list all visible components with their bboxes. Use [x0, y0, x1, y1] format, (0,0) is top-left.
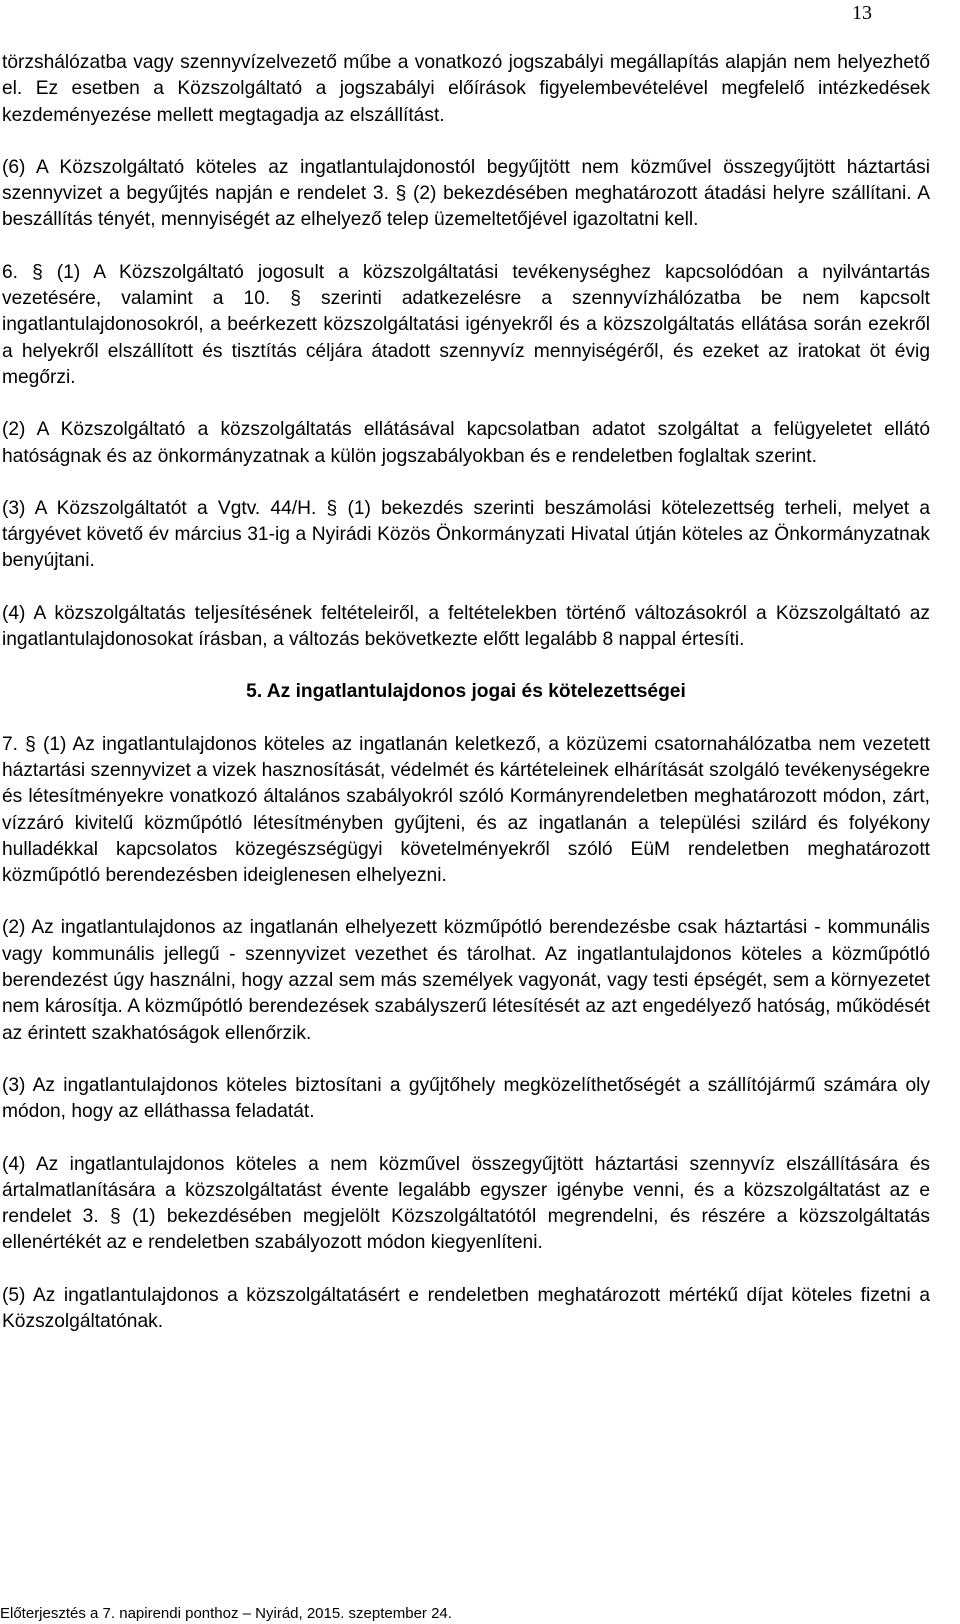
section-heading: 5. Az ingatlantulajdonos jogai és kötelezettségei	[246, 681, 686, 703]
page-number: 13	[852, 2, 872, 24]
page-footer: Előterjesztés a 7. napirendi ponthoz – Nyirád, 2015. szeptember 24.	[0, 1605, 452, 1622]
paragraph: (2) Az ingatlantulajdonos az ingatlanán elhelyezett közműpótló berendezésbe csak háztartási - kommunális vagy kommunális jellegű - szennyvizet vezethet és tárolhat. Az ingatlantulajdonos köteles a közműpótló berendezést úgy használni, hogy azzal sem más személyek vagyonát, vagy testi épségét, sem a környezetet nem károsítja. A közműpótló berendezések szabályszerű létesítését az azt engedélyező hatóság, működését az érintett szakhatóságok ellenőrzik.	[2, 917, 930, 1044]
paragraph: 6. § (1) A Közszolgáltató jogosult a közszolgáltatási tevékenységhez kapcsolódóan a nyilvántartás vezetésére, valamint a 10. § szerinti adatkezelésre a szennyvízhálózatba be nem kapcsolt ingatlantulajdonosokról, a beérkezett közszolgáltatási igényekről és a közszolgáltatás ellátása során ezekről a helyekről elszállított és tisztítás céljára átadott szennyvíz mennyiségéről, és ezeket az iratokat öt évig megőrzi.	[2, 261, 930, 388]
paragraph: (3) A Közszolgáltatót a Vgtv. 44/H. § (1) bekezdés szerinti beszámolási kötelezettség terheli, melyet a tárgyévet követő év március 31-ig a Nyirádi Közös Önkormányzati Hivatal útján köteles az Önkormányzatnak benyújtani.	[2, 497, 930, 572]
paragraph: (4) Az ingatlantulajdonos köteles a nem közművel összegyűjtött háztartási szennyvíz elszállítására és ártalmatlanítására a közszolgáltatást évente legalább egyszer igénybe venni, és a közszolgáltatást az e rendelet 3. § (1) bekezdésében megjelölt Közszolgáltatótól megrendelni, és részére a közszolgáltatás ellenértékét az e rendeletben szabályozott módon kiegyenlíteni.	[2, 1153, 930, 1254]
paragraph: (5) Az ingatlantulajdonos a közszolgáltatásért e rendeletben meghatározott mértékű díjat köteles fizetni a Közszolgáltatónak.	[2, 1284, 930, 1332]
paragraph: törzshálózatba vagy szennyvízelvezető műbe a vonatkozó jogszabályi megállapítás alapján nem helyezhető el. Ez esetben a Közszolgáltató a jogszabályi előírások figyelembevételével megfelelő intézkedések kezdeményezése mellett megtagadja az elszállítást.	[2, 52, 930, 126]
paragraph: (6) A Közszolgáltató köteles az ingatlantulajdonostól begyűjtött nem közművel összegyűjtött háztartási szennyvizet a begyűjtés napján e rendelet 3. § (2) bekezdésében meghatározott átadási helyre szállítani. A beszállítás tényét, mennyiségét az elhelyező telep üzemeltetőjével igazoltatni kell.	[2, 156, 930, 231]
paragraph: (3) Az ingatlantulajdonos köteles biztosítani a gyűjtőhely megközelíthetőségét a szállítójármű számára oly módon, hogy az elláthassa feladatát.	[2, 1074, 930, 1123]
paragraph: (2) A Közszolgáltató a közszolgáltatás ellátásával kapcsolatban adatot szolgáltat a felügyeletet ellátó hatóságnak és az önkormányzatnak a külön jogszabályokban és e rendeletben foglaltak szerint.	[2, 419, 930, 467]
paragraph: (4) A közszolgáltatás teljesítésének feltételeiről, a feltételekben történő változásokról a Közszolgáltató az ingatlantulajdonosokat írásban, a változás bekövetkezte előtt legalább 8 nappal értesíti.	[2, 602, 930, 651]
document-body	[2, 50, 930, 1335]
paragraph: 7. § (1) Az ingatlantulajdonos köteles az ingatlanán keletkező, a közüzemi csatornahálózatba nem vezetett háztartási szennyvizet a vizek hasznosítását, védelmét és kártételeinek elhárítását szolgáló tevékenységekre és létesítményekre vonatkozó általános szabályokról szóló Kormányrendeletben meghatározott módon, zárt, vízzáró kivitelű közműpótló létesítményben gyűjteni, és az ingatlanán a települési szilárd és folyékony hulladékkal kapcsolatos közegészségügyi követelményekről szóló EüM rendeletben meghatározott közműpótló berendezésben ideiglenesen elhelyezni.	[2, 733, 930, 887]
